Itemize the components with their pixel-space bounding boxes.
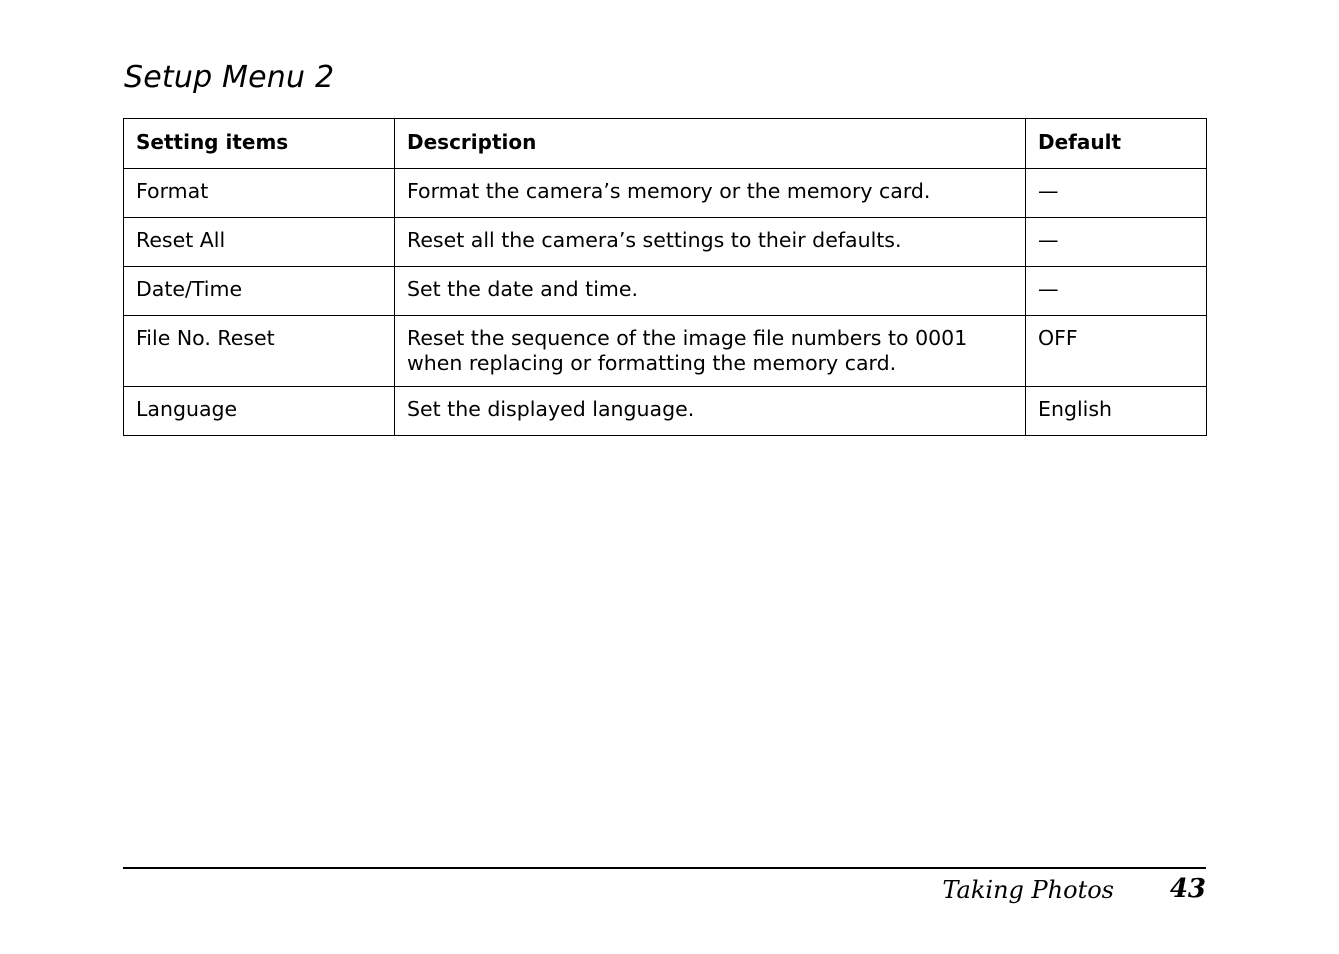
description-cell: Set the date and time.: [395, 267, 1026, 316]
description-cell: Reset the sequence of the image file numbers to 0001 when replacing or formatting the memory card.: [395, 316, 1026, 387]
default-cell: —: [1026, 267, 1207, 316]
default-cell: OFF: [1026, 316, 1207, 387]
table-row: [124, 387, 1207, 436]
page-title: Setup Menu 2: [124, 60, 335, 95]
column-header-description: Description: [395, 119, 1026, 169]
table-row: [124, 316, 1207, 387]
setting-item-cell: Format: [124, 169, 395, 218]
setting-item-cell: Reset All: [124, 218, 395, 267]
settings-table: [123, 118, 1207, 436]
default-cell: —: [1026, 218, 1207, 267]
column-header-default: Default: [1026, 119, 1207, 169]
table-row: [124, 267, 1207, 316]
setting-item-cell: Language: [124, 387, 395, 436]
footer-divider: [123, 867, 1206, 869]
setting-item-cell: File No. Reset: [124, 316, 395, 387]
footer-section-title: Taking Photos: [942, 876, 1114, 904]
column-header-setting-items: Setting items: [124, 119, 395, 169]
default-cell: English: [1026, 387, 1207, 436]
table-row: [124, 218, 1207, 267]
table-header-row: [124, 119, 1207, 169]
setting-item-cell: Date/Time: [124, 267, 395, 316]
description-cell: Set the displayed language.: [395, 387, 1026, 436]
page-number: 43: [1169, 874, 1206, 904]
default-cell: —: [1026, 169, 1207, 218]
table-row: [124, 169, 1207, 218]
description-cell: Reset all the camera’s settings to their defaults.: [395, 218, 1026, 267]
description-cell: Format the camera’s memory or the memory card.: [395, 169, 1026, 218]
